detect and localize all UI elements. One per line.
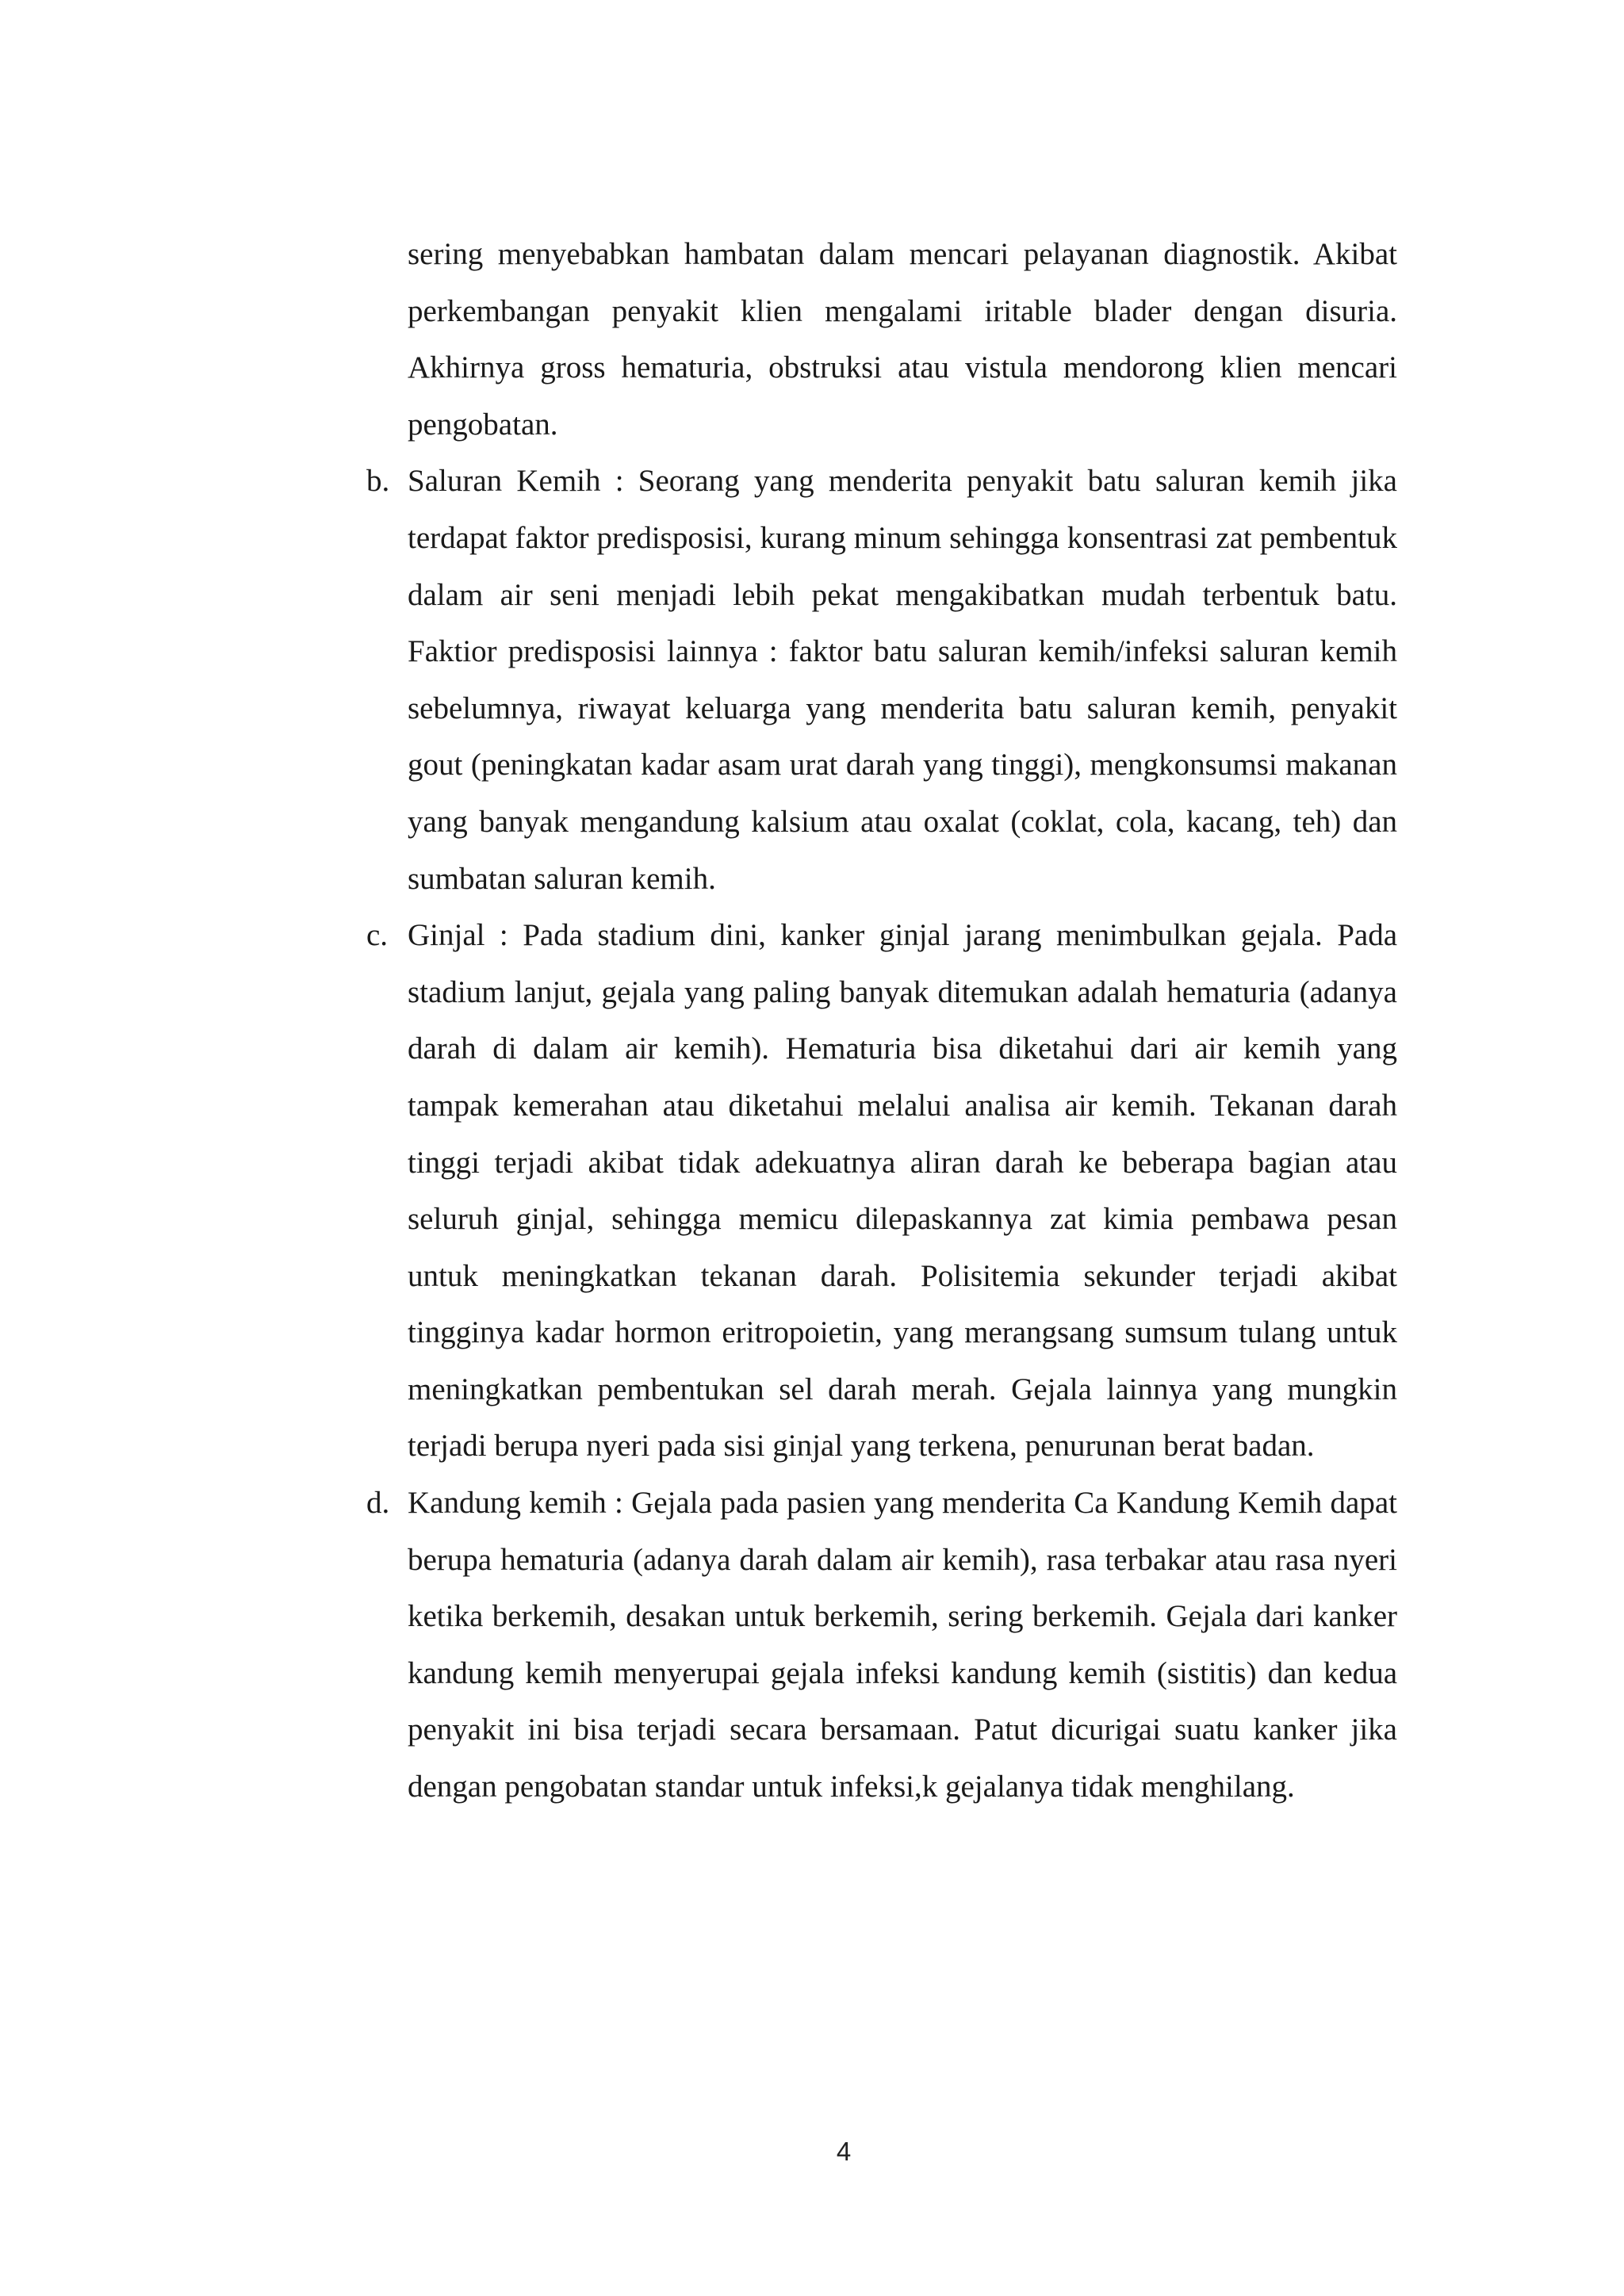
- list-item-text: Ginjal : Pada stadium dini, kanker ginjal jarang menimbulkan gejala. Pada stadium lanjut, gejala yang paling banyak ditemukan adalah hematuria (adanya darah di dalam air kemih). Hematuria bisa diketahui dari air kemih yang tampak kemerahan atau diketahui melalui analisa air kemih. Tekanan darah tinggi terjadi akibat tidak adekuatnya aliran darah ke beberapa bagian atau seluruh ginjal, sehingga memicu dilepaskannya zat kimia pembawa pesan untuk meningkatkan tekanan darah. Polisitemia sekunder terjadi akibat tingginya kadar hormon eritropoietin, yang merangsang sumsum tulang untuk meningkatkan pembentukan sel darah merah. Gejala lainnya yang mungkin terjadi berupa nyeri pada sisi ginjal yang terkena, penurunan berat badan.: [408, 918, 1397, 1464]
- list-item-b: [366, 453, 1397, 907]
- list-item-text: Saluran Kemih : Seorang yang menderita penyakit batu saluran kemih jika terdapat faktor predisposisi, kurang minum sehingga konsentrasi zat pembentuk dalam air seni menjadi lebih pekat mengakibatkan mudah terbentuk batu. Faktior predisposisi lainnya : faktor batu saluran kemih/infeksi saluran kemih sebelumnya, riwayat keluarga yang menderita batu saluran kemih, penyakit gout (peningkatan kadar asam urat darah yang tinggi), mengkonsumsi makanan yang banyak mengandung kalsium atau oxalat (coklat, cola, kacang, teh) dan sumbatan saluran kemih.: [408, 464, 1397, 896]
- list-marker: d.: [366, 1486, 390, 1521]
- continuation-paragraph: sering menyebabkan hambatan dalam mencari pelayanan diagnostik. Akibat perkembangan penyakit klien mengalami iritable blader dengan disuria. Akhirnya gross hematuria, obstruksi atau vistula mendorong klien mencari pengobatan.: [408, 237, 1397, 442]
- list-marker: c.: [366, 918, 389, 953]
- body-text: [366, 226, 1397, 1816]
- list-item-d: [366, 1475, 1397, 1816]
- list-item-c: [366, 907, 1397, 1475]
- list-marker: b.: [366, 464, 390, 499]
- list-item-text: Kandung kemih : Gejala pada pasien yang menderita Ca Kandung Kemih dapat berupa hematuria (adanya darah dalam air kemih), rasa terbakar atau rasa nyeri ketika berkemih, desakan untuk berkemih, sering berkemih. Gejala dari kanker kandung kemih menyerupai gejala infeksi kandung kemih (sistitis) dan kedua penyakit ini bisa terjadi secara bersamaan. Patut dicurigai suatu kanker jika dengan pengobatan standar untuk infeksi,k gejalanya tidak menghilang.: [408, 1486, 1397, 1804]
- page-number: 4: [836, 2137, 852, 2166]
